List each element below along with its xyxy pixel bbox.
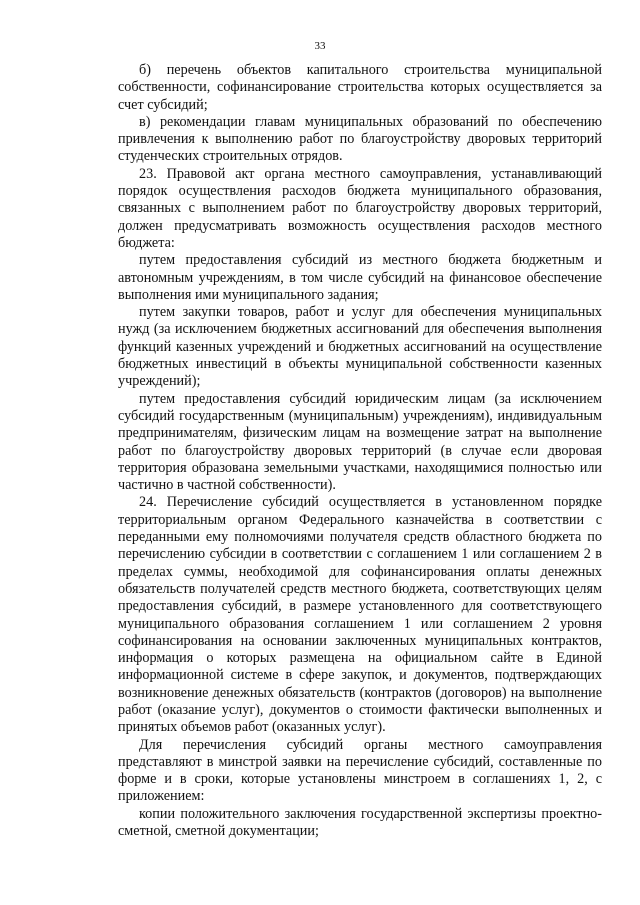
paragraph: путем закупки товаров, работ и услуг для обеспечения муниципальных нужд (за исключением бюджетных ассигнований для обеспечения выполнения функций казенных учреждений и бюджетных ассигнований на осуществление бюджетных инвестиций в объекты муниципальной собственности казенных учреждений); <box>118 304 602 390</box>
document-body <box>118 62 602 840</box>
paragraph: путем предоставления субсидий юридическим лицам (за исключением субсидий государственным (муниципальным) учреждениям), индивидуальным предпринимателям, физическим лицам на возмещение затрат на выполнение работ по благоустройству дворовых территорий (в случае если дворовая территория образована земельными участками, находящимися полностью или частично в частной собственности). <box>118 390 602 494</box>
paragraph: б) перечень объектов капитального строительства муниципальной собственности, софинансирование строительства которых осуществляется за счет субсидий; <box>118 62 602 113</box>
paragraph: 24. Перечисление субсидий осуществляется в установленном порядке территориальным органом Федерального казначейства в соответствии с переданными ему полномочиями получателя средств областного бюджета по перечислению субсидии в соответствии с соглашением 1 или соглашением 2 в пределах суммы, необходимой для софинансирования оплаты денежных обязательств получателей средств местного бюджета, соответствующих целям предоставления субсидий, в размере установленного для соответствующего муниципального образования соглашением 1 или соглашением 2 уровня софинансирования на основании заключенных муниципальных контрактов, информация о которых размещена на официальном сайте в Единой информационной системе в сфере закупок, и документов, подтверждающих возникновение денежных обязательств (контрактов (договоров) на выполнение работ (оказание услуг), документов о стоимости фактически выполненных и принятых объемов работ (оказанных услуг). <box>118 494 602 736</box>
paragraph: 23. Правовой акт органа местного самоуправления, устанавливающий порядок осуществления расходов бюджета муниципального образования, связанных с выполнением работ по благоустройству дворовых территорий, должен предусматривать возможность осуществления расходов местного бюджета: <box>118 165 602 251</box>
page-number: 33 <box>314 40 326 52</box>
paragraph: в) рекомендации главам муниципальных образований по обеспечению привлечения к выполнению работ по благоустройству дворовых территорий студенческих строительных отрядов. <box>118 113 602 165</box>
paragraph: копии положительного заключения государственной экспертизы проектно-сметной, сметной документации; <box>118 805 602 840</box>
paragraph: Для перечисления субсидий органы местного самоуправления представляют в минстрой заявки на перечисление субсидий, составленные по форме и в сроки, которые установлены минстроем в соглашениях 1, 2, с приложением: <box>118 736 602 805</box>
paragraph: путем предоставления субсидий из местного бюджета бюджетным и автономным учреждениям, в том числе субсидий на финансовое обеспечение выполнения ими муниципального задания; <box>118 252 602 303</box>
